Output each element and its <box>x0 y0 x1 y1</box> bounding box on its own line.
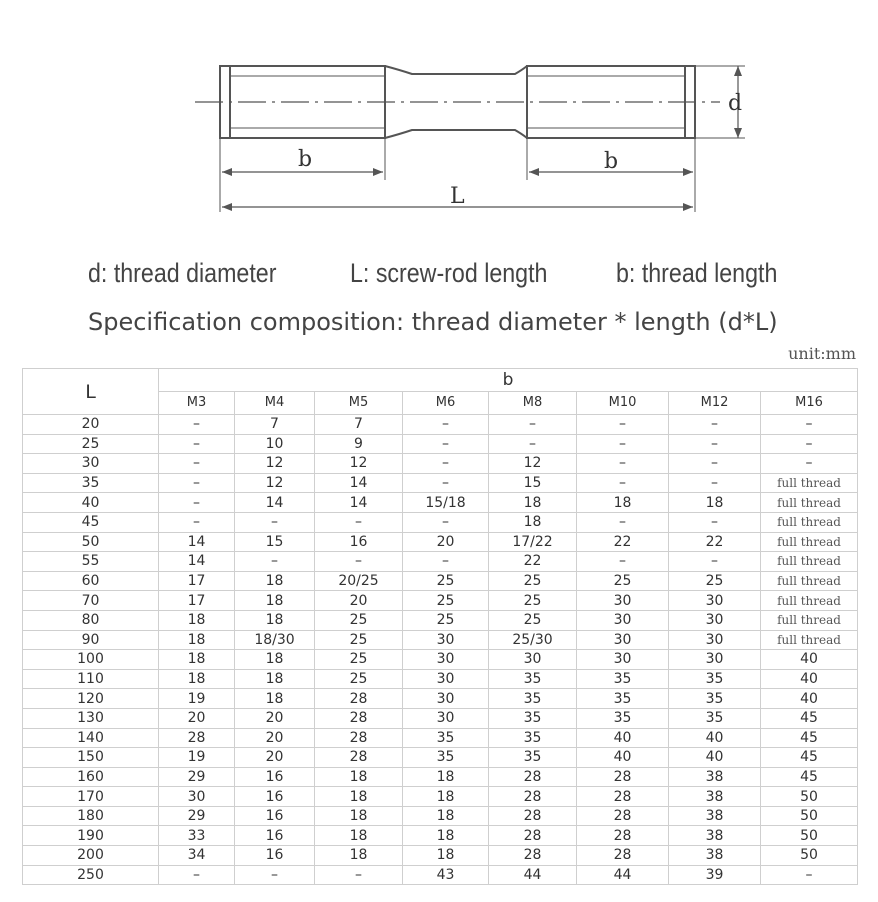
neck-top <box>385 66 527 74</box>
stud-bolt-diagram <box>0 0 878 250</box>
thread-length-cell: 25 <box>315 650 403 670</box>
thread-length-cell: 18 <box>669 493 761 513</box>
thread-length-cell: 9 <box>315 434 403 454</box>
thread-length-cell: 30 <box>403 689 489 709</box>
thread-length-cell: 25 <box>489 571 577 591</box>
thread-length-cell: 16 <box>315 532 403 552</box>
length-cell: 70 <box>23 591 159 611</box>
table-row <box>23 415 858 435</box>
table-row <box>23 767 858 787</box>
thread-length-cell: 12 <box>235 454 315 474</box>
table-row <box>23 532 858 552</box>
thread-length-cell: – <box>577 512 669 532</box>
length-cell: 90 <box>23 630 159 650</box>
thread-length-cell: 25/30 <box>489 630 577 650</box>
length-cell: 80 <box>23 610 159 630</box>
length-cell: 50 <box>23 532 159 552</box>
thread-length-cell: 15 <box>235 532 315 552</box>
table-row <box>23 591 858 611</box>
thread-length-cell: – <box>403 454 489 474</box>
thread-length-cell: 18 <box>235 650 315 670</box>
thread-length-cell: 35 <box>403 748 489 768</box>
thread-length-cell: 25 <box>577 571 669 591</box>
thread-length-cell: 17 <box>159 571 235 591</box>
thread-length-cell: 35 <box>489 728 577 748</box>
thread-length-cell: 14 <box>315 493 403 513</box>
thread-length-cell: 30 <box>669 650 761 670</box>
thread-length-cell: 40 <box>761 650 858 670</box>
size-header-m4: M4 <box>235 392 315 415</box>
thread-length-cell: 18 <box>403 826 489 846</box>
thread-length-cell: 14 <box>159 532 235 552</box>
thread-length-cell: 25 <box>489 591 577 611</box>
thread-length-cell: 38 <box>669 826 761 846</box>
size-header-m8: M8 <box>489 392 577 415</box>
table-row <box>23 552 858 572</box>
length-cell: 20 <box>23 415 159 435</box>
thread-length-cell: 40 <box>669 728 761 748</box>
thread-length-cell: – <box>159 415 235 435</box>
thread-length-cell: 28 <box>577 846 669 866</box>
thread-length-cell: 38 <box>669 846 761 866</box>
thread-length-cell: full thread <box>761 630 858 650</box>
dim-b-right-label: b <box>604 149 619 174</box>
size-header-m12: M12 <box>669 392 761 415</box>
length-cell: 30 <box>23 454 159 474</box>
thread-length-cell: 22 <box>489 552 577 572</box>
table-row <box>23 826 858 846</box>
thread-length-cell: 28 <box>489 767 577 787</box>
thread-length-cell: 18 <box>403 846 489 866</box>
thread-length-cell: 12 <box>235 473 315 493</box>
thread-length-cell: 28 <box>315 708 403 728</box>
thread-length-cell: 20 <box>159 708 235 728</box>
size-header-m10: M10 <box>577 392 669 415</box>
thread-length-cell: 35 <box>489 669 577 689</box>
thread-length-cell: – <box>577 552 669 572</box>
table-row <box>23 846 858 866</box>
thread-length-cell: – <box>489 434 577 454</box>
dim-b-left-label: b <box>298 147 313 172</box>
thread-length-cell: 18 <box>235 591 315 611</box>
header-L: L <box>23 369 159 415</box>
table-row <box>23 728 858 748</box>
thread-length-cell: 50 <box>761 846 858 866</box>
unit-label: unit:mm <box>788 344 856 363</box>
thread-length-cell: 28 <box>489 806 577 826</box>
dim-d-label: d <box>728 91 743 116</box>
thread-length-cell: 16 <box>235 767 315 787</box>
thread-length-cell: 35 <box>577 689 669 709</box>
thread-length-cell: 38 <box>669 806 761 826</box>
thread-length-cell: 44 <box>489 865 577 885</box>
thread-length-cell: 16 <box>235 826 315 846</box>
thread-length-cell: 30 <box>577 630 669 650</box>
thread-length-cell: – <box>159 865 235 885</box>
table-row <box>23 434 858 454</box>
thread-length-cell: 30 <box>577 610 669 630</box>
thread-length-cell: 17 <box>159 591 235 611</box>
thread-length-cell: 45 <box>761 708 858 728</box>
thread-length-cell: full thread <box>761 610 858 630</box>
neck-bottom <box>385 130 527 138</box>
thread-length-cell: 12 <box>489 454 577 474</box>
thread-length-cell: 28 <box>315 689 403 709</box>
thread-length-cell: 19 <box>159 748 235 768</box>
thread-length-cell: 45 <box>761 767 858 787</box>
thread-length-cell: – <box>403 512 489 532</box>
thread-length-cell: 29 <box>159 806 235 826</box>
length-cell: 110 <box>23 669 159 689</box>
length-cell: 250 <box>23 865 159 885</box>
thread-length-cell: – <box>403 473 489 493</box>
thread-length-cell: 40 <box>761 689 858 709</box>
thread-length-cell: 35 <box>403 728 489 748</box>
thread-length-cell: 18 <box>403 787 489 807</box>
thread-length-cell: 40 <box>761 669 858 689</box>
thread-length-cell: 28 <box>489 826 577 846</box>
size-header-m6: M6 <box>403 392 489 415</box>
table-row <box>23 610 858 630</box>
thread-length-cell: 17/22 <box>489 532 577 552</box>
table-row <box>23 865 858 885</box>
thread-length-cell: – <box>669 415 761 435</box>
size-header-m5: M5 <box>315 392 403 415</box>
thread-length-cell: 35 <box>669 669 761 689</box>
thread-length-cell: 18 <box>577 493 669 513</box>
thread-length-cell: 18 <box>403 806 489 826</box>
thread-length-cell: 44 <box>577 865 669 885</box>
table-row <box>23 473 858 493</box>
thread-length-cell: 45 <box>761 728 858 748</box>
thread-length-cell: 28 <box>577 806 669 826</box>
thread-length-cell: – <box>489 415 577 435</box>
dim-L-label: L <box>450 184 465 209</box>
thread-length-cell: 28 <box>159 728 235 748</box>
thread-length-cell: 30 <box>403 669 489 689</box>
thread-length-cell: 20 <box>235 748 315 768</box>
thread-length-cell: 28 <box>315 728 403 748</box>
thread-length-cell: 25 <box>669 571 761 591</box>
thread-length-cell: 25 <box>315 610 403 630</box>
thread-length-cell: 38 <box>669 787 761 807</box>
size-header-m16: M16 <box>761 392 858 415</box>
thread-length-cell: 25 <box>315 630 403 650</box>
thread-length-cell: – <box>159 434 235 454</box>
thread-length-cell: 30 <box>403 708 489 728</box>
thread-length-cell: 25 <box>315 669 403 689</box>
thread-length-cell: 7 <box>315 415 403 435</box>
length-cell: 160 <box>23 767 159 787</box>
thread-length-cell: 16 <box>235 787 315 807</box>
legend-d: d: thread diameter <box>88 258 277 288</box>
thread-length-cell: – <box>159 512 235 532</box>
thread-length-cell: 14 <box>159 552 235 572</box>
thread-length-cell: – <box>235 512 315 532</box>
thread-length-cell: 35 <box>489 748 577 768</box>
thread-length-cell: 35 <box>577 669 669 689</box>
thread-length-cell: 18 <box>235 689 315 709</box>
thread-length-cell: 35 <box>669 689 761 709</box>
size-header-m3: M3 <box>159 392 235 415</box>
thread-length-cell: 20 <box>235 708 315 728</box>
length-cell: 130 <box>23 708 159 728</box>
thread-length-cell: 38 <box>669 767 761 787</box>
thread-length-cell: 18 <box>235 669 315 689</box>
table-row <box>23 806 858 826</box>
thread-length-cell: 7 <box>235 415 315 435</box>
thread-length-cell: 28 <box>577 767 669 787</box>
thread-length-cell: 20 <box>235 728 315 748</box>
thread-length-cell: 28 <box>577 787 669 807</box>
thread-length-cell: 18 <box>315 787 403 807</box>
table-row <box>23 454 858 474</box>
thread-length-cell: – <box>577 454 669 474</box>
spec-table <box>22 368 858 885</box>
thread-length-cell: full thread <box>761 473 858 493</box>
thread-length-cell: – <box>403 415 489 435</box>
thread-length-cell: 50 <box>761 787 858 807</box>
thread-length-cell: – <box>159 473 235 493</box>
thread-length-cell: full thread <box>761 532 858 552</box>
thread-length-cell: 28 <box>489 846 577 866</box>
thread-length-cell: 45 <box>761 748 858 768</box>
thread-length-cell: full thread <box>761 552 858 572</box>
thread-length-cell: – <box>235 552 315 572</box>
thread-length-cell: – <box>235 865 315 885</box>
thread-length-cell: 22 <box>577 532 669 552</box>
table-row <box>23 669 858 689</box>
thread-length-cell: 14 <box>235 493 315 513</box>
thread-length-cell: 16 <box>235 846 315 866</box>
legend-b: b: thread length <box>616 258 778 288</box>
thread-length-cell: 18 <box>235 571 315 591</box>
thread-length-cell: 30 <box>159 787 235 807</box>
thread-length-cell: 30 <box>577 650 669 670</box>
thread-length-cell: 20 <box>403 532 489 552</box>
thread-length-cell: 35 <box>489 689 577 709</box>
thread-length-cell: 18 <box>315 826 403 846</box>
thread-length-cell: – <box>761 415 858 435</box>
thread-length-cell: 35 <box>489 708 577 728</box>
table-row <box>23 493 858 513</box>
thread-length-cell: 12 <box>315 454 403 474</box>
thread-length-cell: 28 <box>315 748 403 768</box>
thread-length-cell: 35 <box>669 708 761 728</box>
thread-length-cell: – <box>669 434 761 454</box>
table-body <box>23 415 858 885</box>
table-row <box>23 748 858 768</box>
thread-length-cell: 18 <box>159 610 235 630</box>
thread-length-cell: – <box>669 473 761 493</box>
length-cell: 40 <box>23 493 159 513</box>
thread-length-cell: 30 <box>577 591 669 611</box>
thread-length-cell: 19 <box>159 689 235 709</box>
table-row <box>23 787 858 807</box>
thread-length-cell: 40 <box>577 748 669 768</box>
thread-length-cell: 20/25 <box>315 571 403 591</box>
thread-length-cell: 18 <box>315 846 403 866</box>
thread-length-cell: 30 <box>669 630 761 650</box>
thread-length-cell: 16 <box>235 806 315 826</box>
header-b: b <box>159 369 858 392</box>
thread-length-cell: – <box>403 552 489 572</box>
thread-length-cell: – <box>315 552 403 572</box>
thread-length-cell: 30 <box>489 650 577 670</box>
thread-length-cell: 28 <box>489 787 577 807</box>
length-cell: 170 <box>23 787 159 807</box>
thread-length-cell: 33 <box>159 826 235 846</box>
thread-length-cell: 50 <box>761 806 858 826</box>
thread-length-cell: 29 <box>159 767 235 787</box>
thread-length-cell: – <box>669 512 761 532</box>
length-cell: 45 <box>23 512 159 532</box>
length-cell: 150 <box>23 748 159 768</box>
table-row <box>23 512 858 532</box>
length-cell: 35 <box>23 473 159 493</box>
thread-length-cell: 28 <box>577 826 669 846</box>
thread-length-cell: 15/18 <box>403 493 489 513</box>
length-cell: 55 <box>23 552 159 572</box>
thread-length-cell: 18 <box>315 806 403 826</box>
length-cell: 120 <box>23 689 159 709</box>
thread-length-cell: – <box>669 552 761 572</box>
length-cell: 25 <box>23 434 159 454</box>
thread-length-cell: 25 <box>403 591 489 611</box>
table-row <box>23 689 858 709</box>
thread-length-cell: 18 <box>235 610 315 630</box>
thread-length-cell: – <box>577 473 669 493</box>
thread-length-cell: 30 <box>669 591 761 611</box>
table-row <box>23 650 858 670</box>
spec-composition: Specification composition: thread diameter * length (d*L) <box>88 308 778 336</box>
thread-length-cell: – <box>761 434 858 454</box>
thread-length-cell: 18 <box>159 669 235 689</box>
thread-length-cell: 25 <box>403 571 489 591</box>
thread-length-cell: 30 <box>403 630 489 650</box>
thread-length-cell: – <box>577 415 669 435</box>
thread-length-cell: 50 <box>761 826 858 846</box>
thread-length-cell: full thread <box>761 493 858 513</box>
thread-length-cell: 40 <box>577 728 669 748</box>
length-cell: 190 <box>23 826 159 846</box>
length-cell: 180 <box>23 806 159 826</box>
length-cell: 60 <box>23 571 159 591</box>
thread-length-cell: – <box>669 454 761 474</box>
thread-length-cell: 22 <box>669 532 761 552</box>
thread-length-cell: 18/30 <box>235 630 315 650</box>
thread-length-cell: 15 <box>489 473 577 493</box>
thread-length-cell: 18 <box>403 767 489 787</box>
thread-length-cell: 30 <box>403 650 489 670</box>
thread-length-cell: 14 <box>315 473 403 493</box>
thread-length-cell: 43 <box>403 865 489 885</box>
thread-length-cell: 10 <box>235 434 315 454</box>
table-row <box>23 571 858 591</box>
thread-length-cell: – <box>159 493 235 513</box>
length-cell: 200 <box>23 846 159 866</box>
thread-length-cell: – <box>761 865 858 885</box>
thread-length-cell: 18 <box>159 630 235 650</box>
thread-length-cell: 40 <box>669 748 761 768</box>
thread-length-cell: 18 <box>315 767 403 787</box>
thread-length-cell: full thread <box>761 591 858 611</box>
thread-length-cell: – <box>577 434 669 454</box>
table-row <box>23 708 858 728</box>
length-cell: 100 <box>23 650 159 670</box>
thread-length-cell: 20 <box>315 591 403 611</box>
thread-length-cell: full thread <box>761 571 858 591</box>
length-cell: 140 <box>23 728 159 748</box>
legend-L: L: screw-rod length <box>350 258 548 288</box>
thread-length-cell: 39 <box>669 865 761 885</box>
thread-length-cell: 25 <box>403 610 489 630</box>
thread-length-cell: 35 <box>577 708 669 728</box>
thread-length-cell: 34 <box>159 846 235 866</box>
thread-length-cell: 18 <box>489 512 577 532</box>
thread-length-cell: 25 <box>489 610 577 630</box>
thread-length-cell: – <box>315 512 403 532</box>
thread-length-cell: – <box>159 454 235 474</box>
thread-length-cell: – <box>761 454 858 474</box>
thread-length-cell: 18 <box>159 650 235 670</box>
thread-length-cell: – <box>315 865 403 885</box>
thread-length-cell: 30 <box>669 610 761 630</box>
thread-length-cell: full thread <box>761 512 858 532</box>
thread-length-cell: – <box>403 434 489 454</box>
thread-length-cell: 18 <box>489 493 577 513</box>
table-row <box>23 630 858 650</box>
